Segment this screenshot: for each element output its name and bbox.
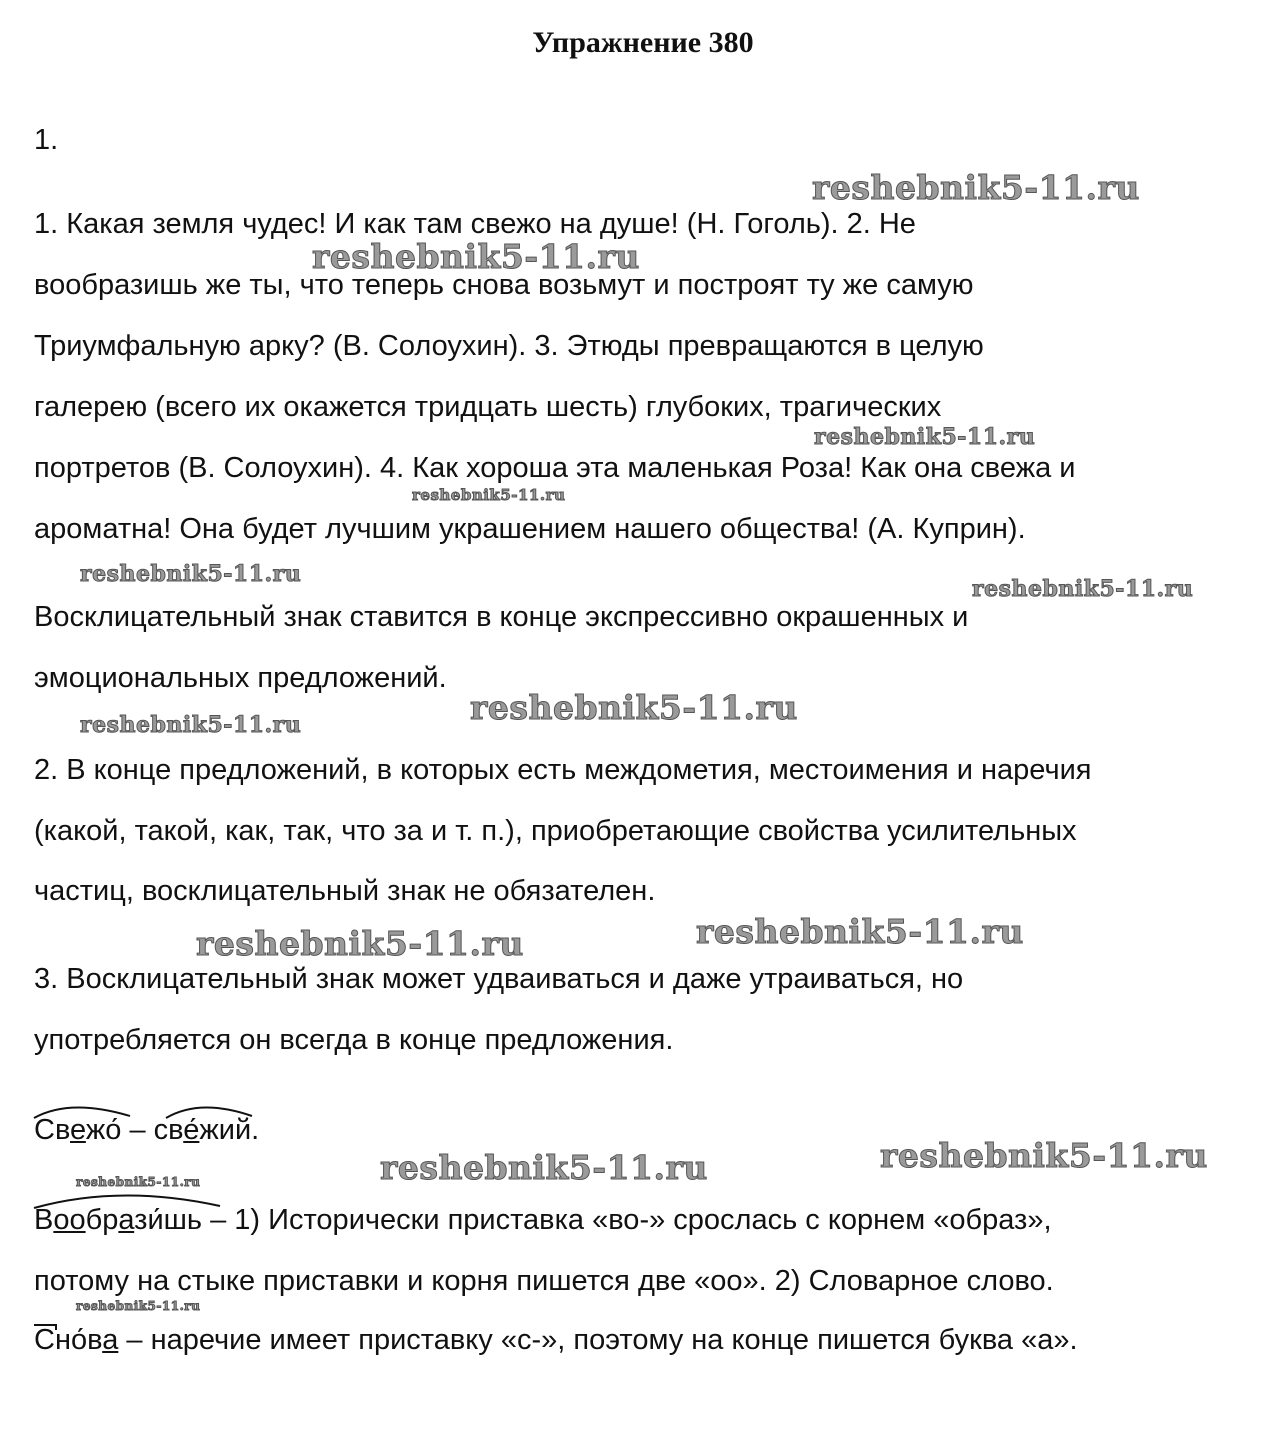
page-title: Упражнение 380 [532,26,754,59]
text-line: вообразишь же ты, что теперь снова возьмут и построят ту же самую [34,269,974,301]
section-number: 1. [34,124,59,156]
text-line: употребляется он всегда в конце предложения. [34,1024,674,1056]
watermark: reshebnik5-11.ru [76,1175,201,1189]
watermark: reshebnik5-11.ru [880,1136,1208,1175]
watermark: reshebnik5-11.ru [972,576,1194,602]
text-line: ароматна! Она будет лучшим украшением нашего общества! (А. Куприн). [34,513,1026,545]
text-line: эмоциональных предложений. [34,662,447,694]
text-line: галерею (всего их окажется тридцать шесть) глубоких, трагических [34,391,942,423]
word-analysis-svezho: Свежо́ – све́жий. [34,1114,260,1146]
watermark: reshebnik5-11.ru [812,168,1140,207]
text-line: 1. Какая земля чудес! И как там свежо на душе! (Н. Гоголь). 2. Не [34,208,916,240]
text-line: потому на стыке приставки и корня пишется две «оо». 2) Словарное слово. [34,1265,1054,1297]
text-line: 3. Восклицательный знак может удваиваться и даже утраиваться, но [34,963,964,995]
watermark: reshebnik5-11.ru [412,486,566,504]
watermark: reshebnik5-11.ru [814,424,1036,450]
watermark: reshebnik5-11.ru [696,912,1024,951]
word-analysis-snova: Сно́ва – наречие имеет приставку «с-», поэтому на конце пишется буква «а». [34,1324,1078,1356]
watermark: reshebnik5-11.ru [80,561,302,587]
watermark: reshebnik5-11.ru [196,924,524,963]
watermark: reshebnik5-11.ru [76,1299,201,1313]
watermark: reshebnik5-11.ru [312,237,640,276]
text-line: частиц, восклицательный знак не обязателен. [34,875,656,907]
text-line: Восклицательный знак ставится в конце экспрессивно окрашенных и [34,601,969,633]
watermark: reshebnik5-11.ru [470,688,798,727]
text-line: Триумфальную арку? (В. Солоухин). 3. Этюды превращаются в целую [34,330,984,362]
word-analysis-voobrazish: Вообрази́шь – 1) Исторически приставка «во-» срослась с корнем «образ», [34,1204,1052,1236]
watermark: reshebnik5-11.ru [380,1148,708,1187]
text-line: (какой, такой, как, так, что за и т. п.), приобретающие свойства усилительных [34,815,1077,847]
text-line: портретов (В. Солоухин). 4. Как хороша эта маленькая Роза! Как она свежа и [34,452,1076,484]
watermark: reshebnik5-11.ru [80,712,302,738]
text-line: 2. В конце предложений, в которых есть междометия, местоимения и наречия [34,754,1092,786]
